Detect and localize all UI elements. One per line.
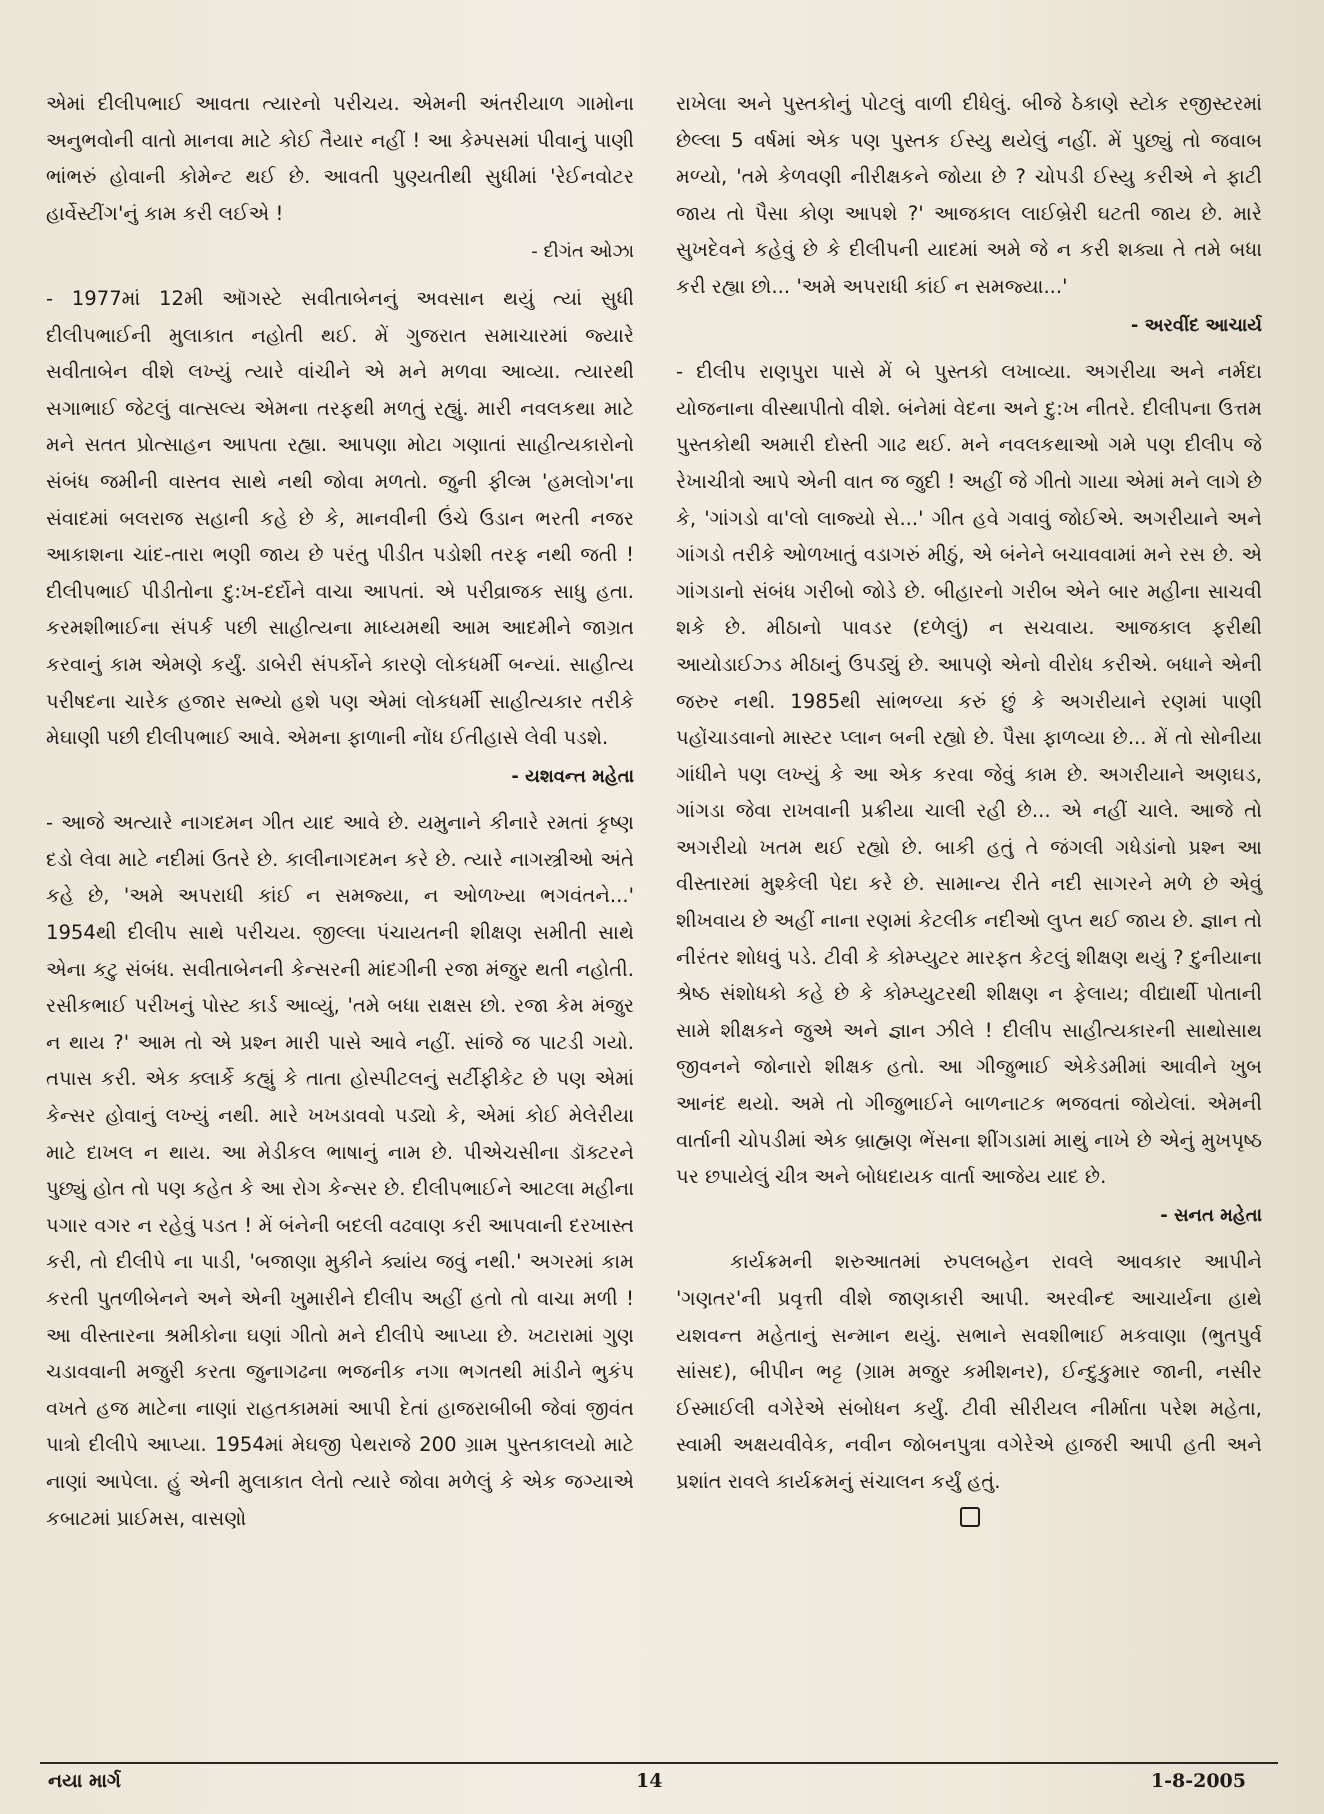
signature-sanat-mehta: - સનત મહેતા bbox=[1160, 1204, 1262, 1226]
left-paragraph-1: એમાં દીલીપભાઈ આવતા ત્યારનો પરીચય. એમની અંતરીયાળ ગામોના અનુભવોની વાતો માનવા માટે કોઈ તૈયાર નહીં ! આ કેમ્પસમાં પીવાનું પાણી ભાંભરું હોવાની કોમેન્ટ થઈ છે. આવતી પુણ્યતીથી સુધીમાં 'રેઈનવોટર હાર્વેસ્ટીંગ'નું કામ કરી લઈએ ! bbox=[46, 92, 634, 225]
right-column bbox=[676, 86, 1262, 1527]
signature-arvind-acharya: - અરવીંદ આચાર્ય bbox=[1130, 314, 1262, 336]
issue-date: 1-8-2005 bbox=[1150, 1770, 1246, 1792]
left-paragraph-2: - 1977માં 12મી ઑગસ્ટે સવીતાબેનનું અવસાન થયું ત્યાં સુધી દીલીપભાઈની મુલાકાત નહોતી થઈ. મેં ગુજરાત સમાચારમાં જ્યારે સવીતાબેન વીશે લખ્યું ત્યારે વાંચીને એ મને મળવા આવ્યા. ત્યારથી સગાભાઈ જેટલું વાત્સલ્ય એમના તરફથી મળતું રહ્યું. મારી નવલકથા માટે મને સતત પ્રોત્સાહન આપતા રહ્યા. આપણા મોટા ગણાતાં સાહીત્યકારોનો સંબંધ જમીની વાસ્તવ સાથે નથી જોવા મળતો. જુની ફીલ્મ 'હમલોગ'ના સંવાદમાં બલરાજ સહાની કહે છે કે, માનવીની ઉંચે ઉડાન ભરતી નજર આકાશના ચાંદ-તારા ભણી જાય છે પરંતુ પીડીત પડોશી તરફ નથી જતી ! દીલીપભાઈ પીડીતોના દુ:ખ-દર્દોને વાચા આપતાં. એ પરીવ્રાજક સાધુ હતા. કરમશીભાઈના સંપર્ક પછી સાહીત્યના માધ્યમથી આમ આદમીને જાગ્રત કરવાનું કામ એમણે કર્યું. ડાબેરી સંપર્કોને કારણે લોકધર્મી બન્યાં. સાહીત્ય પરીષદના ચારેક હજાર સભ્યો હશે પણ એમાં લોકધર્મી સાહીત્યકાર તરીકે મેઘાણી પછી દીલીપભાઈ આવે. એમના ફાળાની નોંધ ઈતીહાસે લેવી પડશે. bbox=[46, 286, 634, 750]
signature-yashwant-mehta: - યશવન્ત મહેતા bbox=[511, 765, 634, 787]
signature-digant-oza: - દીગંત ઓઝા bbox=[531, 241, 634, 263]
right-paragraph-1: રાખેલા અને પુસ્તકોનું પોટલું વાળી દીધેલું. બીજે ઠેકાણે સ્ટોક રજીસ્ટરમાં છેલ્લા 5 વર્ષમાં એક પણ પુસ્તક ઈસ્યુ થયેલું નહીં. મેં પુછ્યું તો જવાબ મળ્યો, 'તમે કેળવણી નીરીક્ષકને જોયા છે ? ચોપડી ઈસ્યુ કરીએ ને ફાટી જાય તો પૈસા કોણ આપશે ?' આજકાલ લાઈબ્રેરી ઘટતી જાય છે. મારે સુખદેવને કહેવું છે કે દીલીપની યાદમાં અમે જે ન કરી શક્યા તે તમે બધા કરી રહ્યા છો... 'અમે અપરાધી કાંઈ ન સમજ્યા...' bbox=[676, 92, 1262, 298]
article-end-mark-icon bbox=[960, 1507, 980, 1527]
footer-divider bbox=[40, 1762, 1278, 1764]
publication-name: નયા માર્ગ bbox=[48, 1770, 121, 1792]
right-paragraph-2: - દીલીપ રાણપુરા પાસે મેં બે પુસ્તકો લખાવ્યા. અગરીયા અને નર્મદા યોજનાના વીસ્થાપીતો વીશે. બંનેમાં વેદના અને દુ:ખ નીતરે. દીલીપના ઉત્તમ પુસ્તકોથી અમારી દોસ્તી ગાઢ થઈ. મને નવલકથાઓ ગમે પણ દીલીપ જે રેખાચીત્રો આપે એની વાત જ જુદી ! અહીં જે ગીતો ગાયા એમાં મને લાગે છે કે, 'ગાંગડો વા'લો લાજ્યો સે...' ગીત હવે ગવાવું જોઈએ. અગરીયાને અને ગાંગડો તરીકે ઓળખાતું વડાગરું મીઠું, એ બંનેને બચાવવામાં મને રસ છે. એ ગાંગડાનો સંબંધ ગરીબો જોડે છે. બીહારનો ગરીબ એને બાર મહીના સાચવી શકે છે. મીઠાનો પાવડર (દળેલું) ન સચવાય. આજકાલ ફરીથી આયોડાઈઝ્ડ મીઠાનું ઉપડ્યું છે. આપણે એનો વીરોધ કરીએ. બધાને એની જરુર નથી. 1985થી સાંભળ્યા કરું છું કે અગરીયાને રણમાં પાણી પહોંચાડવાનો માસ્ટર પ્લાન બની રહ્યો છે. પૈસા ફાળવ્યા છે... મેં તો સોનીયા ગાંધીને પણ લખ્યું કે આ એક કરવા જેવું કામ છે. અગરીયાને અણઘડ, ગાંગડા જેવા રાખવાની પ્રક્રીયા ચાલી રહી છે... એ નહીં ચાલે. આજે તો અગરીયો ખતમ થઈ રહ્યો છે. બાકી હતું તે જંગલી ગધેડાંનો પ્રશ્ન આ વીસ્તારમાં મુશ્કેલી પેદા કરે છે. સામાન્ય રીતે નદી સાગરને મળે છે એવું શીખવાય છે અહીં નાના રણમાં કેટલીક નદીઓ લુપ્ત થઈ જાય છે. જ્ઞાન તો નીરંતર શોધવું પડે. ટીવી કે કોમ્પ્યુટર મારફત કેટલું શીક્ષણ થયું ? દુનીયાના શ્રેષ્ઠ સંશોધકો કહે છે કે કોમ્પ્યુટરથી શીક્ષણ ન ફેલાય; વીદ્યાર્થી પોતાની સામે શીક્ષકને જુએ અને જ્ઞાન ઝીલે ! દીલીપ સાહીત્યકારની સાથોસાથ જીવનને જોનારો શીક્ષક હતો. આ ગીજુભાઈ એકેડમીમાં આવીને ખુબ આનંદ થયો. અમે તો ગીજુભાઈને બાળનાટક ભજવતાં જોયેલાં. એમની વાર્તાની ચોપડીમાં એક બ્રાહ્મણ ભેંસના શીંગડામાં માથું નાખે છે એનું મુખપૃષ્ઠ પર છપાયેલું ચીત્ર અને બોધદાયક વાર્તા આજેય યાદ છે. bbox=[676, 360, 1262, 1189]
left-column bbox=[46, 86, 634, 1537]
page-number: 14 bbox=[636, 1770, 663, 1792]
right-paragraph-3: કાર્યક્રમની શરુઆતમાં રુપલબહેન રાવલે આવકાર આપીને 'ગણતર'ની પ્રવૃત્તી વીશે જાણકારી આપી. અરવીન્દ આચાર્યના હાથે યશવન્ત મહેતાનું સન્માન થયું. સભાને સવશીભાઈ મકવાણા (ભુતપુર્વ સાંસદ), બીપીન ભટ્ટ (ગ્રામ મજુર કમીશનર), ઈન્દુકુમાર જાની, નસીર ઈસ્માઈલી વગેરેએ સંબોધન કર્યું. ટીવી સીરીયલ નીર્માતા પરેશ મહેતા, સ્વામી અક્ષયવીવેક, નવીન જોબનપુત્રા વગેરેએ હાજરી આપી હતી અને પ્રશાંત રાવલે કાર્યક્રમનું સંચાલન કર્યું હતું. bbox=[676, 1250, 1262, 1493]
left-paragraph-3: - આજે અત્યારે નાગદમન ગીત યાદ આવે છે. યમુનાને કીનારે રમતાં કૃષ્ણ દડો લેવા માટે નદીમાં ઉતરે છે. કાલીનાગદમન કરે છે. ત્યારે નાગસ્ત્રીઓ અંતે કહે છે, 'અમે અપરાધી કાંઈ ન સમજ્યા, ન ઓળખ્યા ભગવંતને...' 1954થી દીલીપ સાથે પરીચય. જીલ્લા પંચાયતની શીક્ષણ સમીતી સાથે એના કટુ સંબંધ. સવીતાબેનની કેન્સરની માંદગીની રજા મંજુર થતી નહોતી. રસીકભાઈ પરીખનું પોસ્ટ કાર્ડ આવ્યું, 'તમે બધા રાક્ષસ છો. રજા કેમ મંજુર ન થાય ?' આમ તો એ પ્રશ્ન મારી પાસે આવે નહીં. સાંજે જ પાટડી ગયો. તપાસ કરી. એક ક્લાર્કે કહ્યું કે તાતા હોસ્પીટલનું સર્ટીફીકેટ છે પણ એમાં કેન્સર હોવાનું લખ્યું નથી. મારે ખખડાવવો પડ્યો કે, એમાં કોઈ મેલેરીયા માટે દાખલ ન થાય. આ મેડીકલ ભાષાનું નામ છે. પીએચસીના ડૉક્ટરને પુછ્યું હોત તો પણ કહેત કે આ રોગ કેન્સર છે. દીલીપભાઈને આટલા મહીના પગાર વગર ન રહેવું પડત ! મેં બંનેની બદલી વઢવાણ કરી આપવાની દરખાસ્ત કરી, તો દીલીપે ના પાડી, 'બજાણા મુકીને ક્યાંય જવું નથી.' અગરમાં કામ કરતી પુતળીબેનને અને એની ખુમારીને દીલીપ અહીં હતો તો વાચા મળી ! આ વીસ્તારના શ્રમીકોના ઘણાં ગીતો મને દીલીપે આપ્યા છે. ખટારામાં ગુણ ચડાવવાની મજુરી કરતા જુનાગઢના ભજનીક નગા ભગતથી માંડીને ભુકંપ વખતે હજ માટેના નાણાં રાહતકામમાં આપી દેતાં હાજરાબીબી જેવાં જીવંત પાત્રો દીલીપે આપ્યા. 1954માં મેઘજી પેથરાજે 200 ગ્રામ પુસ્તકાલયો માટે નાણાં આપેલા. હું એની મુલાકાત લેતો ત્યારે જોવા મળેલું કે એક જગ્યાએ કબાટમાં પ્રાઈમસ, વાસણો bbox=[46, 811, 634, 1530]
